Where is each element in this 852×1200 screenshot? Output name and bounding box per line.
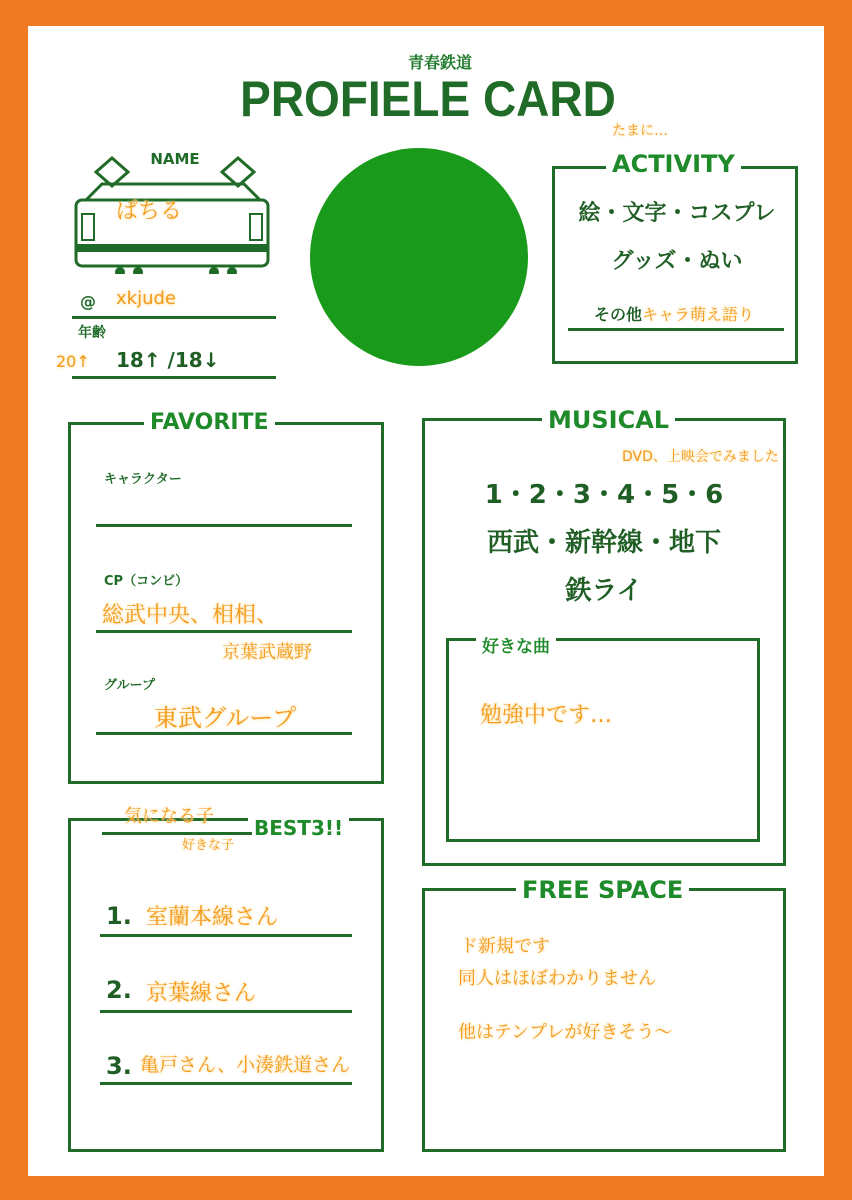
handle-underline [72, 316, 276, 319]
group-underline [96, 732, 352, 735]
free-space-line-2: 同人はほぼわかりません [458, 968, 656, 989]
best3-num-1: 1. [106, 902, 132, 930]
best3-underline-2 [100, 1010, 352, 1013]
best3-num-2: 2. [106, 976, 132, 1004]
best3-underline-3 [100, 1082, 352, 1085]
best3-item-2: 京葉線さん [146, 981, 257, 1006]
musical-label: MUSICAL [542, 406, 675, 434]
musical-line-2: 西武・新幹線・地下 [486, 528, 721, 558]
musical-line-1: 1・2・3・4・5・6 [484, 480, 724, 510]
best3-label: BEST3!! [248, 816, 349, 840]
activity-line-2: グッズ・ぬい [611, 249, 743, 274]
favorite-label: FAVORITE [144, 410, 275, 435]
card-title: PROFIELE CARD [240, 71, 616, 127]
musical-line-3: 鉄ライ [565, 576, 643, 606]
activity-line-3-label: その他 [594, 305, 643, 324]
best3-num-3: 3. [106, 1052, 132, 1080]
activity-line-1: 絵・文字・コスプレ [578, 201, 776, 226]
song-box [446, 638, 760, 842]
activity-line-3-value: キャラ萌え語り [642, 305, 755, 324]
cp-label: CP（コンビ） [104, 574, 189, 589]
cp-value-2: 京葉武蔵野 [222, 642, 312, 663]
song-value: 勉強中です… [480, 703, 613, 728]
free-space-line-3: 他はテンプレが好きそう～ [458, 1022, 673, 1043]
handle-value: xkjude [116, 288, 176, 309]
activity-note: たまに… [612, 123, 668, 139]
name-label: NAME [150, 150, 200, 168]
age-label: 年齢 [78, 325, 106, 341]
cp-value-1: 総武中央、相相、 [102, 603, 279, 628]
free-space-line-1: ド新規です [460, 936, 550, 957]
character-underline [96, 524, 352, 527]
activity-label: ACTIVITY [606, 150, 741, 178]
song-label: 好きな曲 [476, 632, 556, 657]
age-prefix: 20↑ [56, 352, 90, 371]
best3-note-1: 気になる子 [124, 806, 214, 827]
card-subtitle: 青春鉄道 [407, 53, 472, 72]
name-value: ぱちる [116, 199, 183, 224]
age-value: 18↑ /18↓ [116, 348, 220, 372]
free-space-label: FREE SPACE [516, 876, 689, 904]
musical-note: DVD、上映会でみました [622, 449, 779, 465]
best3-item-1: 室蘭本線さん [146, 905, 279, 930]
handle-label: @ [80, 292, 96, 311]
avatar [310, 148, 528, 366]
activity-underline [568, 328, 784, 331]
best3-note-2: 好きな子 [182, 838, 235, 853]
cp-underline [96, 630, 352, 633]
best3-underline-1 [100, 934, 352, 937]
character-label: キャラクター [104, 472, 182, 487]
best3-item-3: 亀戸さん、小湊鉄道さん [140, 1054, 351, 1076]
group-value: 東武グループ [154, 704, 297, 732]
group-label: グループ [104, 678, 155, 693]
age-underline [72, 376, 276, 379]
